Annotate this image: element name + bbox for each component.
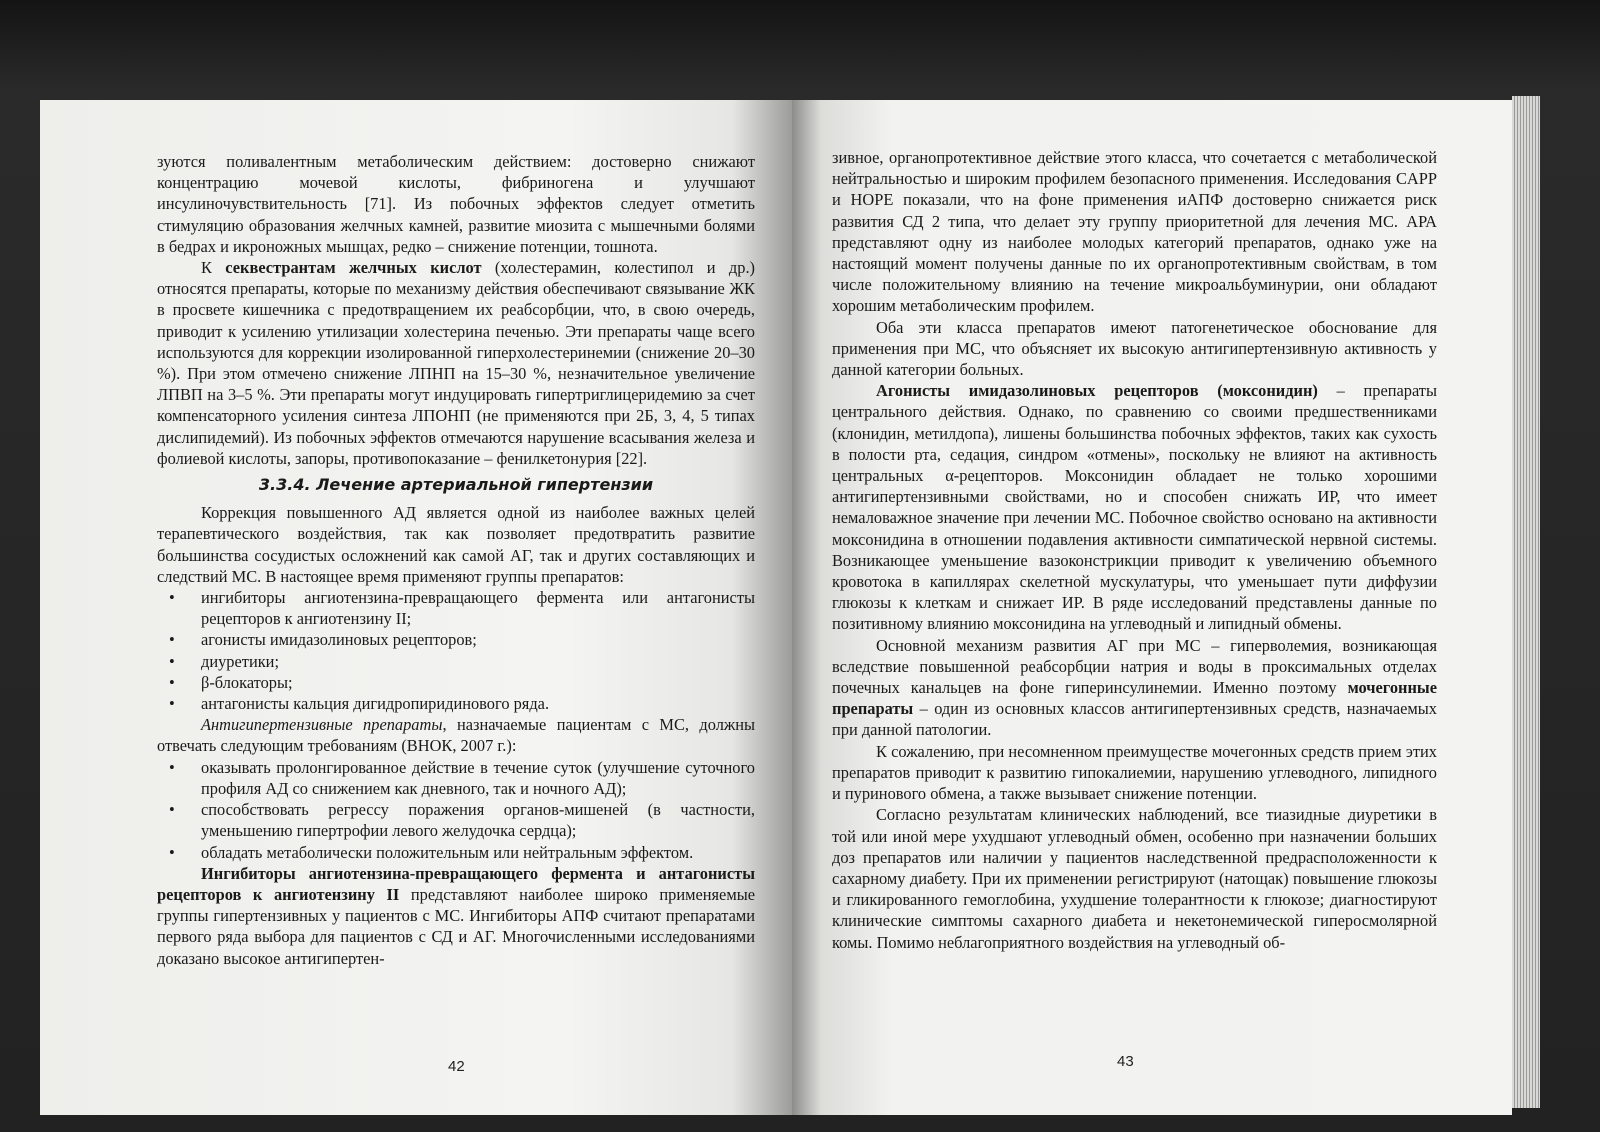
list-item: • антагонисты кальция дигидропиридинового ряда. bbox=[157, 693, 755, 714]
right-paragraph-thiazides: Согласно результатам клинических наблюдений, все тиазидные диуретики в той или иной мере ухудшают углеводный обмен, особенно при назначении больших доз препаратов или наличии у пациентов наследственной предрасположенности к сахарному диабету. При их применении регистрируют (натощак) повышение глюкозы и гликированного гемоглобина, ухудшение толерантности к глюкозе; диагностируют клинические симптомы сахарного диабета и некетонемической гиперосмолярной комы. Помимо неблагоприятного воздействия на углеводный об- bbox=[832, 805, 1437, 952]
page-number: 43 bbox=[1117, 1053, 1134, 1070]
left-page bbox=[40, 100, 792, 1115]
left-paragraph-1: зуются поливалентным метаболическим действием: достоверно снижают концентрацию мочевой кислоты, фибриногена и улучшают инсулиночувствительность [71]. Из побочных эффектов следует отметить стимуляцию образования желчных камней, развитие миозита с мышечными болями в бедрах и икроножных мышцах, редко – снижение потенции, тошнота. bbox=[157, 152, 755, 256]
term-ace-inhibitors: Ингибиторы ангиотензина-превращающего фермента и антагонисты рецепторов к ангиотензину II bbox=[157, 863, 755, 904]
left-paragraph-ace-inhibitors: Ингибиторы ангиотензина-превращающего фермента и антагонисты рецепторов к ангиотензину II представляют наиболее широко применяемые группы гипертензивных у пациентов с МС. Ингибиторы АПФ считают препаратами первого ряда выбора для пациентов с СД и АГ. Многочисленными исследованиями доказано высокое антигипертен- bbox=[157, 863, 755, 968]
list-item: • агонисты имидазолиновых рецепторов; bbox=[157, 629, 755, 650]
right-paragraph-mechanism: Основной механизм развития АГ при МС – гиперволемия, возникающая вследствие повышенной реабсорбции натрия и воды в проксимальных отделах почечных канальцев на фоне гиперинсулинемии. Именно поэтому мочегонные препараты – один из основных классов антигипертензивных средств, назначаемых при данной патологии. bbox=[832, 635, 1437, 740]
left-paragraph-sequestrants: К секвестрантам желчных кислот (холестерамин, колестипол и др.) относятся препараты, которые по механизму действия обеспечивают связывание ЖК в просвете кишечника с предотвращением их реабсорбции, что, в свою очередь, приводит к усилению утилизации холестерина печенью. Эти препараты чаще всего используются для коррекции изолированной гиперхолестеринемии (снижение 20–30 %). При этом отмечено снижение ЛПНП на 15–30 %, незначительное увеличение ЛПВП на 3–5 %. Эти препараты могут индуцировать гипертриглицеридемию за счет компенсаторного усиления синтеза ЛПОНП (не применяются при 2Б, 3, 4, 5 типах дислипидемий). Из побочных эффектов отмечаются нарушение всасывания железа и фолиевой кислоты, запоры, противопоказание – фенилкетонурия [22]. bbox=[157, 258, 755, 468]
left-paragraph-requirements: Антигипертензивные препараты, назначаемые пациентам с МС, должны отвечать следующим требованиям (ВНОК, 2007 г.): bbox=[157, 715, 755, 756]
term-sequestrants: секвестрантам желчных кислот bbox=[225, 258, 482, 278]
list-item: • способствовать регрессу поражения органов-мишеней (в частности, уменьшению гипертрофии левого желудочка сердца); bbox=[157, 799, 755, 841]
right-paragraph-unfortunately: К сожалению, при несомненном преимуществе мочегонных средств прием этих препаратов приводит к развитию гипокалиемии, нарушению углеводного, липидного и пуринового обмена, а также вызывает снижение потенции. bbox=[832, 741, 1437, 804]
right-paragraph-both-classes: Оба эти класса препаратов имеют патогенетическое обоснование для применения при МС, что объясняет их высокую антигипертензивную активность у данной категории больных. bbox=[832, 317, 1437, 380]
section-heading: 3.3.4. Лечение артериальной гипертензии bbox=[258, 475, 654, 495]
right-paragraph-imidazoline: Агонисты имидазолиновых рецепторов (моксонидин) – препараты центрального действия. Однако, по сравнению со своими предшественниками (клонидин, метилдопа), лишены большинства побочных эффектов, таких как сухость в полости рта, седация, синдром «отмены», поскольку не влияют на активность центральных α-рецепторов. Моксонидин обладает не только хорошими антигипертензивными свойствами, но и способен снижать ИР, что имеет немаловажное значение при лечении МС. Побочное свойство основано на активности моксонидина в отношении подавления активности симпатической нервной системы. Возникающее уменьшение вазоконстрикции приводит к увеличению объемного кровотока в капиллярах скелетной мускулатуры, что уменьшает пути диффузии глюкозы к клеткам и снижает ИР. В ряде исследований представлены данные по позитивному влиянию моксонидина на углеводный и липидный обмены. bbox=[832, 381, 1437, 634]
right-page-text bbox=[832, 147, 1437, 953]
list-item: • оказывать пролонгированное действие в течение суток (улучшение суточного профиля АД со снижением как дневного, так и ночного АД); bbox=[157, 757, 755, 799]
term-antihypertensive: Антигипертензивные препараты bbox=[201, 715, 443, 735]
list-item: • β-блокаторы; bbox=[157, 672, 755, 693]
list-item: • диуретики; bbox=[157, 651, 755, 672]
left-paragraph-correction: Коррекция повышенного АД является одной из наиболее важных целей терапевтического воздействия, так как позволяет предотвратить развитие большинства сосудистых осложнений как самой АГ, так и других составляющих и следствий МС. В настоящее время применяют группы препаратов: bbox=[157, 503, 755, 586]
right-paragraph-1: зивное, органопротективное действие этого класса, что сочетается с метаболической нейтральностью и широким профилем безопасного применения. Исследования CAPP и HOPE показали, что на фоне применения иАПФ достоверно снижается риск развития СД 2 типа, что делает эту группу приоритетной для лечения МС. АРА представляют одну из наиболее молодых категорий препаратов, однако уже на настоящий момент получены данные по их органопротективным свойствам, в том числе положительному влиянию на течение микроальбуминурии, они обладают хорошим метаболическим профилем. bbox=[832, 148, 1437, 316]
page-edge bbox=[1512, 96, 1540, 1108]
term-diuretics: мочегонные препараты bbox=[832, 678, 1437, 719]
list-item: • обладать метаболически положительным или нейтральным эффектом. bbox=[157, 842, 755, 863]
drug-groups-list bbox=[157, 587, 755, 714]
requirements-list bbox=[157, 757, 755, 863]
list-item: • ингибиторы ангиотензина-превращающего фермента или антагонисты рецепторов к ангиотензину II; bbox=[157, 587, 755, 629]
page-number: 42 bbox=[448, 1058, 465, 1075]
left-page-text bbox=[157, 151, 755, 969]
right-page bbox=[792, 100, 1512, 1115]
term-imidazoline: Агонисты имидазолиновых рецепторов (моксонидин) bbox=[876, 381, 1318, 401]
